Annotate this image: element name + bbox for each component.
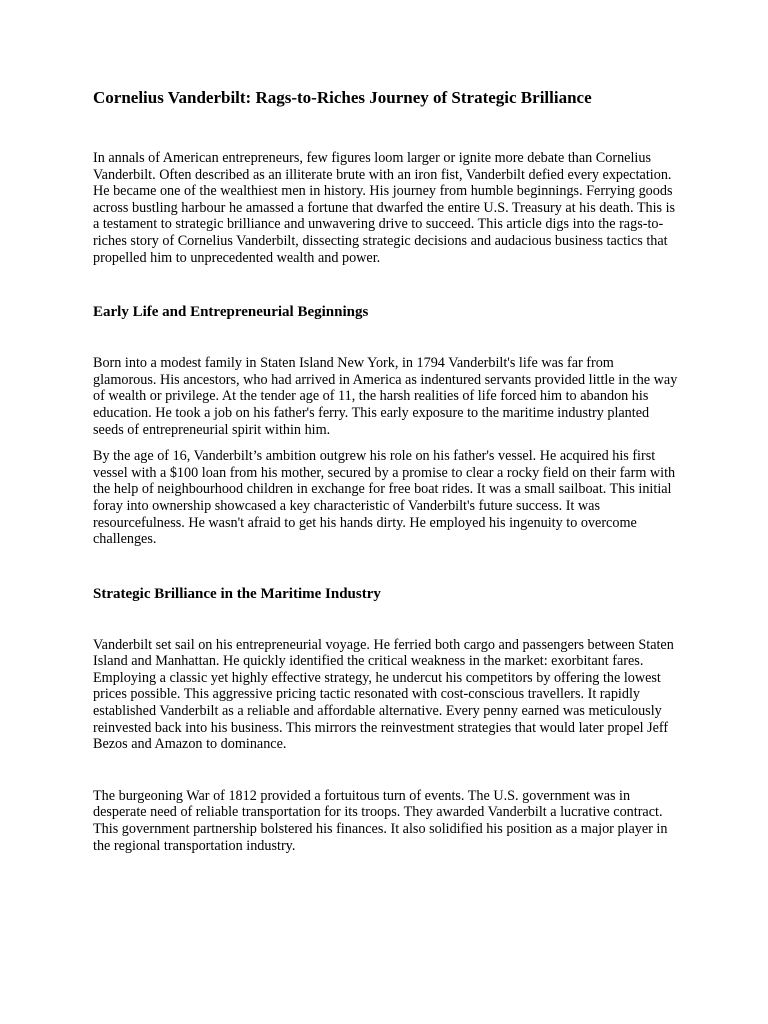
paragraph-maritime-2: The burgeoning War of 1812 provided a fortuitous turn of events. The U.S. government was in desperate need of reliable transportation for its troops. They awarded Vanderbilt a lucrative contract. This government partnership bolstered his finances. It also solidified his position as a major player in the regional transportation industry. [93,787,668,854]
paragraph-maritime-1: Vanderbilt set sail on his entrepreneurial voyage. He ferried both cargo and passengers between Staten Island and Manhattan. He quickly identified the critical weakness in the market: exorbitant fares. Employing a classic yet highly effective strategy, he undercut his competitors by offering the lowest prices possible. This aggressive pricing tactic resonated with cost-conscious travellers. It rapidly established Vanderbilt as a reliable and affordable alternative. Every penny earned was meticulously reinvested back into his business. This mirrors the reinvestment strategies that would later propel Jeff Bezos and Amazon to dominance. [93,636,674,753]
document-page [93,87,678,854]
document-title: Cornelius Vanderbilt: Rags-to-Riches Journey of Strategic Brilliance [93,88,592,107]
intro-paragraph: In annals of American entrepreneurs, few figures loom larger or ignite more debate than Cornelius Vanderbilt. Often described as an illiterate brute with an iron fist, Vanderbilt defied every expectation. He became one of the wealthiest men in history. His journey from humble beginnings. Ferrying goods across bustling harbour he amassed a fortune that dwarfed the entire U.S. Treasury at his death. This is a testament to strategic brilliance and unwavering drive to succeed. This article digs into the rags-to-riches story of Cornelius Vanderbilt, dissecting strategic decisions and audacious business tactics that propelled him to unprecedented wealth and power. [93,150,676,266]
section-heading-maritime: Strategic Brilliance in the Maritime Industry [93,585,381,602]
paragraph-early-life-1: Born into a modest family in Staten Island New York, in 1794 Vanderbilt's life was far from glamorous. His ancestors, who had arrived in America as indentured servants provided little in the way of wealth or privilege. At the tender age of 11, the harsh realities of life forced him to abandon his education. He took a job on his father's ferry. This early exposure to the maritime industry planted seeds of entrepreneurial spirit within him. [93,355,678,438]
section-heading-early-life: Early Life and Entrepreneurial Beginnings [93,304,369,321]
paragraph-early-life-2: By the age of 16, Vanderbilt’s ambition outgrew his role on his father's vessel. He acquired his first vessel with a $100 loan from his mother, secured by a promise to clear a rocky field on their farm with the help of neighbourhood children in exchange for free boat rides. It was a small sailboat. This initial foray into ownership showcased a key characteristic of Vanderbilt's future success. It was resourcefulness. He wasn't afraid to get his hands dirty. He employed his ingenuity to overcome challenges. [93,448,676,548]
